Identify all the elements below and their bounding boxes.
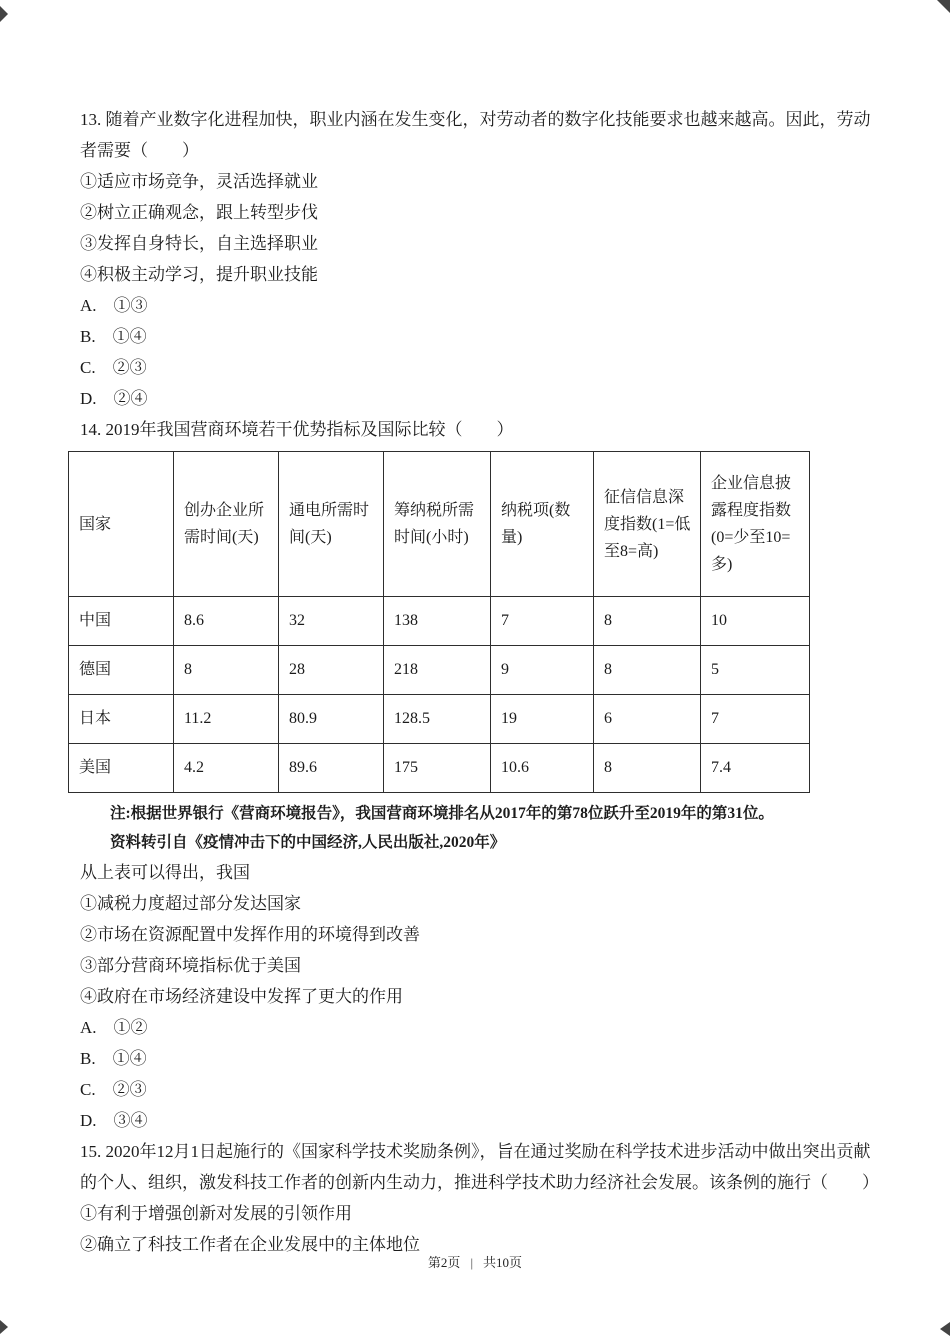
table-cell: 10.6 bbox=[491, 744, 594, 793]
table-cell: 32 bbox=[279, 597, 384, 646]
scan-artifact-bottom-left bbox=[0, 1320, 8, 1334]
table-cell: 19 bbox=[491, 695, 594, 744]
question-14-option-d: D. ③④ bbox=[80, 1111, 148, 1130]
table-note-line-2: 资料转引自《疫情冲击下的中国经济,人民出版社,2020年》 bbox=[110, 834, 506, 851]
question-13-item-1: ①适应市场竞争，灵活选择就业 bbox=[80, 172, 318, 191]
table-header-cell: 纳税项(数量) bbox=[491, 452, 594, 597]
question-14-option-c: C. ②③ bbox=[80, 1080, 147, 1099]
footer-separator: | bbox=[470, 1255, 474, 1270]
table-cell: 7.4 bbox=[701, 744, 810, 793]
table-header-row bbox=[69, 452, 810, 597]
question-14-stem: 14. 2019年我国营商环境若干优势指标及国际比较（ ） bbox=[80, 420, 514, 439]
table-cell: 10 bbox=[701, 597, 810, 646]
question-15 bbox=[80, 1136, 879, 1260]
question-13-item-3: ③发挥自身特长，自主选择职业 bbox=[80, 234, 318, 253]
table-header-cell: 筹纳税所需时间(小时) bbox=[384, 452, 491, 597]
table-cell: 日本 bbox=[69, 695, 174, 744]
table-cell: 5 bbox=[701, 646, 810, 695]
question-14 bbox=[80, 414, 876, 1136]
page-footer bbox=[0, 1252, 950, 1271]
table-cell: 80.9 bbox=[279, 695, 384, 744]
table-cell: 89.6 bbox=[279, 744, 384, 793]
table-cell: 4.2 bbox=[174, 744, 279, 793]
table-row-japan bbox=[69, 695, 810, 744]
table-cell: 28 bbox=[279, 646, 384, 695]
table-cell: 8 bbox=[594, 646, 701, 695]
question-14-lead: 从上表可以得出，我国 bbox=[80, 863, 250, 882]
question-13 bbox=[80, 104, 876, 414]
question-14-item-2: ②市场在资源配置中发挥作用的环境得到改善 bbox=[80, 925, 420, 944]
scan-artifact-top-left bbox=[0, 6, 8, 22]
table-cell: 8 bbox=[594, 744, 701, 793]
table-note-line-1: 注:根据世界银行《营商环境报告》，我国营商环境排名从2017年的第78位跃升至2019年的第31位。 bbox=[110, 805, 774, 822]
business-environment-table bbox=[68, 451, 810, 793]
table-row-china bbox=[69, 597, 810, 646]
table-row-usa bbox=[69, 744, 810, 793]
question-13-stem: 13. 随着产业数字化进程加快，职业内涵在发生变化，对劳动者的数字化技能要求也越来越高。因此，劳动者需要（ ） bbox=[80, 110, 871, 160]
table-row-germany bbox=[69, 646, 810, 695]
question-14-item-3: ③部分营商环境指标优于美国 bbox=[80, 956, 301, 975]
question-13-option-c: C. ②③ bbox=[80, 358, 147, 377]
question-13-option-a: A. ①③ bbox=[80, 296, 148, 315]
question-14-item-4: ④政府在市场经济建设中发挥了更大的作用 bbox=[80, 987, 403, 1006]
scan-artifact-top-right bbox=[937, 0, 950, 13]
table-cell: 美国 bbox=[69, 744, 174, 793]
question-13-item-2: ②树立正确观念，跟上转型步伐 bbox=[80, 203, 318, 222]
table-header-cell: 国家 bbox=[69, 452, 174, 597]
question-13-option-d: D. ②④ bbox=[80, 389, 148, 408]
question-13-item-4: ④积极主动学习，提升职业技能 bbox=[80, 265, 318, 284]
table-cell: 8.6 bbox=[174, 597, 279, 646]
table-header-cell: 通电所需时间(天) bbox=[279, 452, 384, 597]
table-cell: 8 bbox=[594, 597, 701, 646]
question-15-item-1: ①有利于增强创新对发展的引领作用 bbox=[80, 1204, 352, 1223]
table-cell: 中国 bbox=[69, 597, 174, 646]
question-15-item-2: ②确立了科技工作者在企业发展中的主体地位 bbox=[80, 1235, 420, 1254]
table-cell: 128.5 bbox=[384, 695, 491, 744]
footer-total-pages: 共10页 bbox=[483, 1255, 523, 1270]
table-cell: 6 bbox=[594, 695, 701, 744]
table-cell: 德国 bbox=[69, 646, 174, 695]
question-14-option-a: A. ①② bbox=[80, 1018, 148, 1037]
table-cell: 9 bbox=[491, 646, 594, 695]
table-cell: 218 bbox=[384, 646, 491, 695]
table-cell: 11.2 bbox=[174, 695, 279, 744]
table-header-cell: 企业信息披露程度指数(0=少至10=多) bbox=[701, 452, 810, 597]
page-content bbox=[79, 104, 879, 1260]
question-15-stem: 15. 2020年12月1日起施行的《国家科学技术奖励条例》，旨在通过奖励在科学技术进步活动中做出突出贡献的个人、组织，激发科技工作者的创新内生动力，推进科学技术助力经济社会发展。该条例的施行（ ） bbox=[80, 1142, 879, 1192]
table-cell: 7 bbox=[491, 597, 594, 646]
question-13-option-b: B. ①④ bbox=[80, 327, 147, 346]
question-14-item-1: ①减税力度超过部分发达国家 bbox=[80, 894, 301, 913]
table-cell: 7 bbox=[701, 695, 810, 744]
scan-artifact-bottom-right bbox=[940, 1322, 950, 1336]
table-cell: 138 bbox=[384, 597, 491, 646]
table-cell: 8 bbox=[174, 646, 279, 695]
table-header-cell: 征信信息深度指数(1=低至8=高) bbox=[594, 452, 701, 597]
table-header-cell: 创办企业所需时间(天) bbox=[174, 452, 279, 597]
footer-page-number: 第2页 bbox=[427, 1255, 461, 1270]
question-14-option-b: B. ①④ bbox=[80, 1049, 147, 1068]
table-cell: 175 bbox=[384, 744, 491, 793]
